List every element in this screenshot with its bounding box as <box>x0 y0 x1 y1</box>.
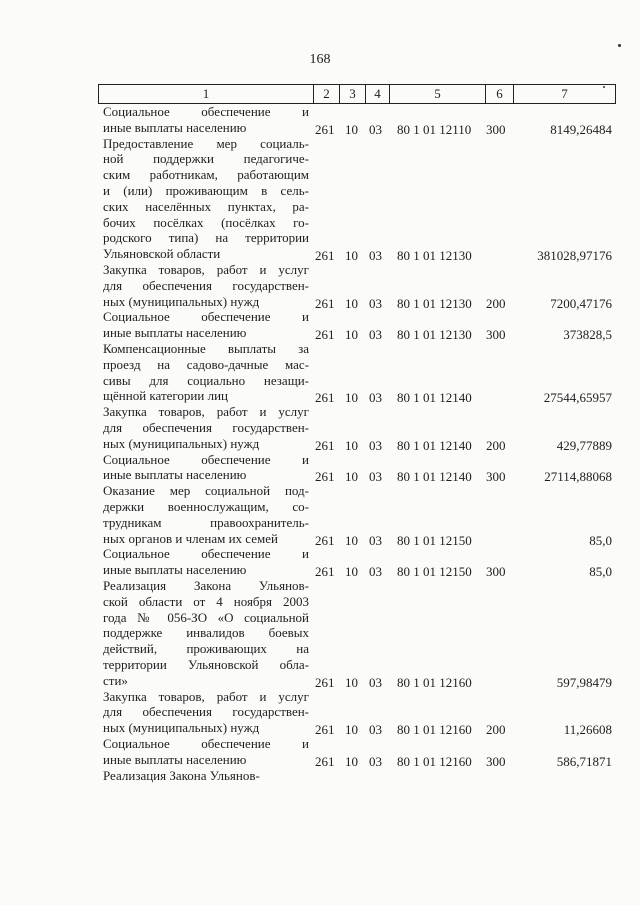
row-description-line: ных (муниципальных) нужд <box>103 293 260 309</box>
row-amount: 373828,5 <box>563 327 612 343</box>
table-row <box>0 341 640 404</box>
row-description-line: года № 056-ЗО «О социальной <box>103 609 309 625</box>
table-row <box>0 136 640 262</box>
header-col-5: 5 <box>389 85 485 103</box>
row-description-line: щённой категории лиц <box>103 388 228 404</box>
row-section-code: 10 <box>345 564 358 580</box>
row-description-line: ных органов и членам их семей <box>103 530 278 546</box>
row-description-line: Ульяновской области <box>103 246 221 262</box>
row-department-code: 261 <box>315 674 335 690</box>
row-description-line: иные выплаты населению <box>103 325 247 341</box>
row-expense-type-code: 200 <box>486 722 506 738</box>
row-description <box>103 483 309 546</box>
row-subsection-code: 03 <box>369 722 382 738</box>
row-description-line: ной поддержки педагогиче- <box>103 151 309 167</box>
row-target-article-code: 80 1 01 12130 <box>397 327 472 343</box>
row-target-article-code: 80 1 01 12140 <box>397 437 472 453</box>
header-col-7: 7 <box>513 85 616 103</box>
row-target-article-code: 80 1 01 12110 <box>397 121 472 137</box>
row-description <box>103 546 309 578</box>
table-row <box>0 404 640 451</box>
row-department-code: 261 <box>315 390 335 406</box>
header-col-1: 1 <box>98 85 313 103</box>
row-expense-type-code: 300 <box>486 469 506 485</box>
row-department-code: 261 <box>315 564 335 580</box>
row-description-line: действий, проживающих на <box>103 641 309 657</box>
row-amount: 8149,26484 <box>550 121 612 137</box>
row-target-article-code: 80 1 01 12130 <box>397 248 472 264</box>
row-expense-type-code: 200 <box>486 437 506 453</box>
row-description <box>103 452 309 484</box>
row-description-line: для обеспечения государствен- <box>103 704 309 720</box>
row-description-line: ных (муниципальных) нужд <box>103 435 260 451</box>
row-description-line: сивы для социально незащи- <box>103 372 309 388</box>
row-target-article-code: 80 1 01 12130 <box>397 295 472 311</box>
row-section-code: 10 <box>345 753 358 769</box>
row-department-code: 261 <box>315 437 335 453</box>
row-description <box>103 736 309 768</box>
row-description-line: Закупка товаров, работ и услуг <box>103 262 309 277</box>
row-section-code: 10 <box>345 469 358 485</box>
row-description-line: для обеспечения государствен- <box>103 277 309 293</box>
row-amount: 27114,88068 <box>544 469 612 485</box>
row-amount: 429,77889 <box>556 437 612 453</box>
row-expense-type-code: 300 <box>486 121 506 137</box>
row-subsection-code: 03 <box>369 532 382 548</box>
row-description-line: Реализация Закона Ульянов- <box>103 767 260 783</box>
row-amount: 85,0 <box>589 564 612 580</box>
table-row <box>0 262 640 309</box>
row-amount: 27544,65957 <box>543 390 612 406</box>
row-description-line: Компенсационные выплаты за <box>103 341 309 356</box>
row-description-line: иные выплаты населению <box>103 119 247 135</box>
row-description-line: поддержке инвалидов боевых <box>103 625 309 641</box>
row-description-line: Социальное обеспечение и <box>103 451 309 467</box>
row-subsection-code: 03 <box>369 564 382 580</box>
row-section-code: 10 <box>345 390 358 406</box>
row-target-article-code: 80 1 01 12150 <box>397 564 472 580</box>
scan-speck <box>618 44 621 47</box>
row-amount: 597,98479 <box>556 674 612 690</box>
row-description-line: бочих посёлках (посёлках го- <box>103 214 309 230</box>
row-department-code: 261 <box>315 295 335 311</box>
row-section-code: 10 <box>345 437 358 453</box>
row-description <box>103 578 309 689</box>
table-row <box>0 689 640 736</box>
row-amount: 11,26608 <box>563 722 612 738</box>
row-amount: 85,0 <box>589 532 612 548</box>
table-row <box>0 104 640 136</box>
row-target-article-code: 80 1 01 12150 <box>397 532 472 548</box>
row-section-code: 10 <box>345 722 358 738</box>
row-description-line: Социальное обеспечение и <box>103 736 309 751</box>
row-expense-type-code: 300 <box>486 753 506 769</box>
table-row <box>0 736 640 768</box>
row-description-line: ских населённых пунктах, ра- <box>103 198 309 214</box>
table-row <box>0 483 640 546</box>
row-amount: 7200,47176 <box>550 295 612 311</box>
row-section-code: 10 <box>345 532 358 548</box>
row-subsection-code: 03 <box>369 390 382 406</box>
page-number: 168 <box>309 52 331 67</box>
row-description-line: для обеспечения государствен- <box>103 419 309 435</box>
row-description <box>103 104 309 136</box>
header-col-6: 6 <box>485 85 513 103</box>
row-description-line: Социальное обеспечение и <box>103 309 309 325</box>
row-description-line: Закупка товаров, работ и услуг <box>103 404 309 420</box>
row-department-code: 261 <box>315 532 335 548</box>
table-row <box>0 309 640 341</box>
table-row <box>0 768 640 784</box>
row-department-code: 261 <box>315 327 335 343</box>
row-subsection-code: 03 <box>369 469 382 485</box>
row-department-code: 261 <box>315 121 335 137</box>
row-amount: 381028,97176 <box>537 248 612 264</box>
row-subsection-code: 03 <box>369 753 382 769</box>
row-description-line: Реализация Закона Ульянов- <box>103 578 309 593</box>
row-section-code: 10 <box>345 121 358 137</box>
row-expense-type-code: 300 <box>486 327 506 343</box>
row-target-article-code: 80 1 01 12140 <box>397 469 472 485</box>
row-department-code: 261 <box>315 469 335 485</box>
table-row <box>0 578 640 689</box>
row-description-line: территории Ульяновской обла- <box>103 656 309 672</box>
row-subsection-code: 03 <box>369 327 382 343</box>
row-expense-type-code: 200 <box>486 295 506 311</box>
row-description-line: иные выплаты населению <box>103 562 247 578</box>
table-row <box>0 546 640 578</box>
row-expense-type-code: 300 <box>486 564 506 580</box>
row-description-line: Закупка товаров, работ и услуг <box>103 688 309 704</box>
row-description-line: Социальное обеспечение и <box>103 104 309 119</box>
row-section-code: 10 <box>345 327 358 343</box>
row-section-code: 10 <box>345 295 358 311</box>
row-description <box>103 136 309 262</box>
row-description-line: Социальное обеспечение и <box>103 546 309 562</box>
row-department-code: 261 <box>315 722 335 738</box>
row-description-line: родского типа) на территории <box>103 230 309 246</box>
row-subsection-code: 03 <box>369 248 382 264</box>
row-target-article-code: 80 1 01 12160 <box>397 722 472 738</box>
row-description <box>103 309 309 341</box>
row-department-code: 261 <box>315 753 335 769</box>
table-header <box>98 84 616 104</box>
row-description <box>103 262 309 309</box>
row-description <box>103 768 309 784</box>
header-col-4: 4 <box>365 85 389 103</box>
header-col-2: 2 <box>313 85 339 103</box>
row-subsection-code: 03 <box>369 437 382 453</box>
table-row <box>0 452 640 484</box>
row-target-article-code: 80 1 01 12160 <box>397 674 472 690</box>
row-description-line: ским работникам, работающим <box>103 167 309 183</box>
row-department-code: 261 <box>315 248 335 264</box>
row-description-line: ской области от 4 ноября 2003 <box>103 593 309 609</box>
row-description-line: и (или) проживающим в сель- <box>103 182 309 198</box>
row-description-line: трудникам правоохранитель- <box>103 514 309 530</box>
row-description-line: иные выплаты населению <box>103 751 247 767</box>
header-col-3: 3 <box>339 85 365 103</box>
row-description-line: Предоставление мер социаль- <box>103 135 309 151</box>
row-amount: 586,71871 <box>556 753 612 769</box>
row-target-article-code: 80 1 01 12140 <box>397 390 472 406</box>
row-description-line: проезд на садово-дачные мас- <box>103 356 309 372</box>
row-description <box>103 689 309 736</box>
row-section-code: 10 <box>345 674 358 690</box>
row-description <box>103 341 309 404</box>
row-subsection-code: 03 <box>369 295 382 311</box>
row-description-line: сти» <box>103 672 128 688</box>
row-description-line: иные выплаты населению <box>103 467 247 483</box>
row-description-line: Оказание мер социальной под- <box>103 483 309 499</box>
row-section-code: 10 <box>345 248 358 264</box>
row-subsection-code: 03 <box>369 674 382 690</box>
row-target-article-code: 80 1 01 12160 <box>397 753 472 769</box>
row-description-line: держки военнослужащим, со- <box>103 498 309 514</box>
row-subsection-code: 03 <box>369 121 382 137</box>
row-description <box>103 404 309 451</box>
row-description-line: ных (муниципальных) нужд <box>103 720 260 736</box>
